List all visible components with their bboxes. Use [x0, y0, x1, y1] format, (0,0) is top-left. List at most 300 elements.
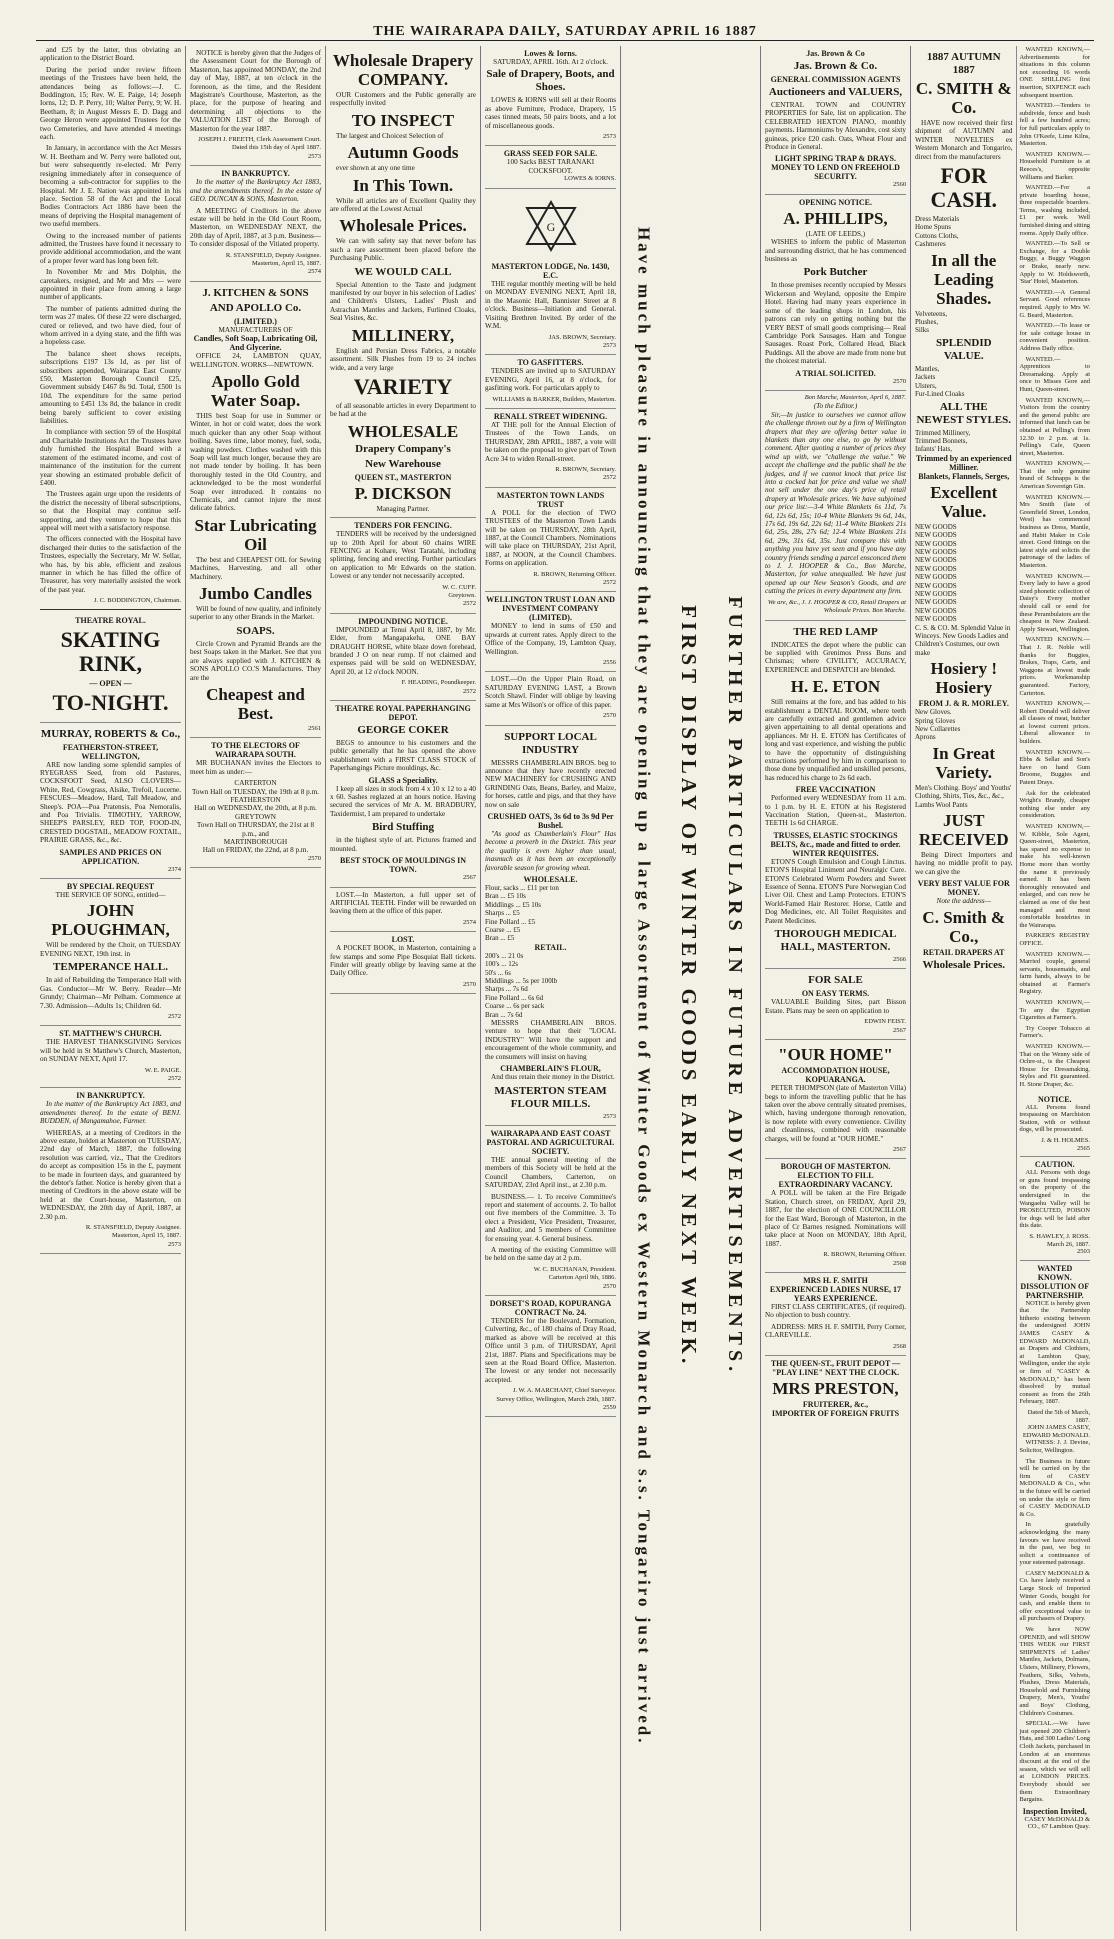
renall-num: 2572 — [603, 474, 616, 482]
phillips-head: OPENING NOTICE. — [799, 197, 872, 207]
autumn-list-item: Jackets — [915, 373, 936, 382]
coker-head: THEATRE ROYAL PAPERHANGING DEPOT. — [335, 704, 471, 723]
column-3 — [326, 46, 481, 1931]
drapery-goods: Autumn Goods — [347, 143, 459, 163]
wholesale-price-row: Sharps ... £5 — [485, 909, 520, 918]
autumn-list-item: Trimmed Bonnets, — [915, 436, 968, 445]
plough-place: TEMPERANCE HALL. — [53, 961, 168, 974]
tenders-head: TENDERS FOR FENCING. — [354, 521, 452, 531]
support-body2: MESSRS CHAMBERLAIN BROS. venture to hope that their "LOCAL INDUSTRY" Will have the support and encouragement of the whole community, and the consumers will insist on having — [485, 1019, 616, 1061]
wanted-item: WANTED KNOWN.—Married couple, general servants, housemaids, and farm hands, always to be obtained at Farmer's Registry. — [1019, 950, 1090, 996]
wanted-item: WANTED KNOWN,—To any the Egyptian Cigarettes at Farmer's. — [1019, 999, 1090, 1022]
column-1 — [36, 46, 186, 1931]
autumn-just: JUST RECEIVED — [918, 811, 1009, 850]
sale-sub: ON EASY TERMS. — [801, 989, 870, 999]
drapery-body2: The largest and Choicest Selection of — [336, 131, 444, 140]
assessment-notice — [190, 46, 321, 166]
new-goods-block — [915, 523, 1013, 624]
support-flour: CHAMBERLAIN'S FLOUR, — [500, 1064, 601, 1074]
townlands-num: 2572 — [603, 579, 616, 587]
boro-body: A POLL will be taken at the Fire Brigade Station, Church street, on FRIDAY, April 29, 1887, for the election of ONE COUNCILLOR for the East Ward, Borough of Masterton, in the place of Cr Barnes resigned. Nominations will take place at Noon on MONDAY, 18th April, 1887. — [765, 1189, 906, 1248]
drapery-partner: Managing Partner. — [376, 504, 430, 513]
sale-body: VALUABLE Building Sites, part Bisson Estate. Plans may be seen on application to — [765, 998, 906, 1015]
autumn-hosiery: Hosiery ! Hosiery — [930, 659, 998, 698]
lowes-date: SATURDAY, APRIL 16th. At 2 o'clock. — [493, 58, 608, 66]
skating-title: SKATING RINK, — [60, 626, 161, 676]
pastoral-date: Carterton April 9th, 1886. — [548, 1274, 616, 1282]
kitchen-title: J. KITCHEN & SONS — [202, 286, 309, 299]
kitchen-ltd: (LIMITED.) — [234, 316, 277, 326]
soaps-num: 2561 — [308, 724, 321, 732]
plough-num: 2572 — [168, 1012, 181, 1020]
holmes-sign: J. & H. HOLMES. — [1041, 1136, 1090, 1144]
autumn-list-item: Spring Gloves — [915, 716, 956, 725]
electors-town: GREYTOWN — [235, 812, 276, 821]
lodge-num: 2573 — [603, 341, 616, 349]
wholesale-price-row: Bran ... £5 10s — [485, 892, 526, 901]
new-goods-line: NEW GOODS — [915, 556, 957, 565]
wanted-item: WANTED.—For a private boarding house, three respectable boarders. Terms, washing included, £1 per week. Well furnished dining and sitting rooms. Apply Daily office. — [1019, 184, 1090, 237]
autumn-list-item: Aprons — [915, 733, 936, 742]
wanted-item: WANTED.—To Sell or Exchange, for a Double Buggy, a Buggy Waggon or Brake, nearly new. Apply to W. Holdsworth, 'Star' Hotel, Masterton. — [1019, 240, 1090, 286]
wanted-item: WANTED.—To lease or for sale cottage house in convenient position. Address Daily office. — [1019, 322, 1090, 352]
drapery-warehouse: New Warehouse — [365, 457, 441, 470]
vertical-line-b — [667, 46, 711, 1926]
jas-sub2: Auctioneers and VALUERS, — [768, 86, 903, 98]
ploughman-ad — [40, 879, 181, 1026]
phillips-body2: In those premises recently occupied by Messrs Wickerson and Weyland, opposite the Empire Hotel. Having had many years experience in some of the leading shops in London, his patrons can rely on getting nothing but the VERY BEST of small goods comprising— Real Cambridge Pork Sausages. Ham and Tongue Sausages. Roast Pork, Collared Head, Black Puddings. All the above are made from none but the choicest material. — [765, 281, 906, 366]
lamp-vacc: FREE VACCINATION — [795, 785, 876, 795]
lowes-title: Sale of Drapery, Boots, and Shoes. — [486, 68, 615, 94]
report-signature: J. C. BODDINGTON, Chairman. — [93, 597, 181, 605]
wanted-item: Try Cooper Tobacco at Farmer's. — [1019, 1024, 1090, 1040]
column-5-vertical-ad — [621, 46, 761, 1931]
skating-rink-ad — [40, 613, 181, 723]
pastoral-sign: W. C. BUCHANAN, President. — [533, 1265, 616, 1273]
wholesale-price-row: Fine Pollard ... £5 — [485, 917, 536, 926]
autumn-wp: Wholesale Prices. — [922, 958, 1005, 971]
autumn-note: Note the address— — [936, 897, 991, 906]
lodge-sign: JAS. BROWN, Secretary. — [548, 333, 616, 341]
bankrupt2-num: 2574 — [308, 268, 321, 276]
gasfit-sign: WILLIAMS & BARKER, Builders, Masterton. — [492, 395, 616, 403]
tonight-title: TO-NIGHT. — [52, 689, 169, 715]
diss-sign2: CASEY McDONALD & CO., 67 Lambton Quay. — [1024, 1815, 1090, 1831]
open-label: — OPEN — — [89, 678, 132, 688]
diss-body4: CASEY McDONALD & Co. have lately received a Large Stock of Imported Winter Goods, bought for cash, and enable them to offer exceptional value to all purchasers of Drapery. — [1019, 1569, 1090, 1623]
autumn-list-item: Infants' Hats, — [915, 445, 953, 454]
church-head: ST. MATTHEW'S CHURCH. — [59, 1029, 162, 1039]
phillips-ad — [765, 195, 906, 391]
autumn-list-item: New Gloves. — [915, 708, 952, 717]
diss-head: WANTED KNOWN. — [1037, 1263, 1073, 1282]
wanted-item: WANTED KNOWN,—That the only genuine brand of Schnapps is the American Sovereign Gin. — [1019, 460, 1090, 491]
gasfit-body: TENDERS are invited up to SATURDAY EVENING, April 16, at 8 o'clock, for gasfitting work. For particulars apply to — [485, 367, 616, 393]
autumn-list-item: Velveteens, — [915, 309, 948, 318]
church-ad — [40, 1026, 181, 1088]
preston-head: THE QUEEN-ST., FRUIT DEPOT — "PLAY LINE" NEXT THE CLOCK. — [770, 1359, 901, 1378]
trust-num: 2556 — [603, 659, 616, 667]
plough-body: Will be rendered by the Choir, on TUESDAY EVENING NEXT, 19th inst. in — [40, 941, 181, 958]
support-local-industry — [485, 726, 616, 1126]
autumn-retail: RETAIL DRAPERS AT — [923, 947, 1005, 957]
bankrupt2-sign: R. STANSFIELD, Deputy Assignee. — [225, 251, 321, 259]
new-goods-line: NEW GOODS — [915, 564, 957, 573]
renall-body: AT THE poll for the Annual Election of Trustees of the Town Lands, on THURSDAY, 28th APRIL, 1887, a vote will be taken on the proposal to give part of Town Acre 34 to widen Renall-street. — [485, 420, 616, 463]
pastoral-biz: BUSINESS.— 1. To receive Committee's report and statement of accounts. 2. To ballot out five members of the Committee. 3. To elect a President, Vice President, Treasurer, and Auditor, and 5 members of Committee for ensuing year. 4. General business. — [485, 1192, 616, 1243]
wanted-item: WANTED KNOWN.—Ebbs & Sellar and Son's have on hand Gum Broome, Buggies and Patent Drays. — [1019, 748, 1090, 787]
electors-town: Town Hall on THURSDAY, the 21st at 8 p.m., and — [196, 821, 315, 838]
wanted-item: WANTED KNOWN.—Every lady to have a good sized phonetic collection of Daisy's Every mother should call or send for these Perambulators are the cheapest in New Zealand. Apply Stewart, Wellington. — [1019, 572, 1090, 633]
new-goods-line: NEW GOODS — [915, 547, 957, 556]
retail-price-row: 50's ... 6s — [485, 968, 511, 977]
road-body: TENDERS for the Boulevard, Formation, Culverting, &c., of 180 chains of Dray Road, marked as above will be received at this Office until 3 p.m. of THURSDAY, April 21st, 1887. Plans and Specifications may be seen at the Road Board Office, Masterton. The lowest or any tender not necessarily accepted. — [485, 1317, 616, 1384]
diss-body3: In gratefully acknowledging the many favours we have received in the past, we beg to solicit a continuance of your esteemed patronage. — [1019, 1521, 1090, 1567]
autumn-title: 1887 AUTUMN 1887 — [926, 51, 1001, 76]
our-home-ad — [765, 1040, 906, 1159]
murray-num: 2374 — [168, 865, 181, 873]
drapery-company: Drapery Company's — [355, 442, 451, 455]
wholesale-prices — [485, 884, 616, 943]
town-lands-trust — [485, 488, 616, 593]
electors-head: TO THE ELECTORS OF WAIRARAPA SOUTH. — [211, 741, 300, 760]
grass-seed-ad — [485, 146, 616, 188]
bankrupt-num: 2573 — [168, 1240, 181, 1248]
electors-num: 2570 — [308, 854, 321, 862]
report-paragraph: Owing to the increased number of patients admitted, the Trustees have found it necessary to provide additional accommodation, and the want of a proper fever ward has long been felt. — [40, 231, 181, 265]
electors-town: Town Hall on TUESDAY, the 19th at 8 p.m. — [192, 787, 319, 796]
drapery-prices: Wholesale Prices. — [339, 216, 467, 236]
drapery-inspect: TO INSPECT — [351, 110, 455, 130]
column-4 — [481, 46, 621, 1931]
column-6 — [761, 46, 911, 1931]
autumn-excellent: Excellent Value. — [930, 482, 998, 521]
bankruptcy-duncan — [190, 166, 321, 281]
nurse-body: FIRST CLASS CERTIFICATES, (if required). No objection to bush country. — [765, 1303, 906, 1320]
lowes-num: 2573 — [603, 133, 616, 141]
new-goods-line: NEW GOODS — [915, 522, 957, 531]
autumn-list-item: Fur-Lined Cloaks — [915, 390, 965, 399]
townlands-head: MASTERTON TOWN LANDS TRUST — [496, 490, 605, 509]
pastoral-body2: A meeting of the existing Committee will be held on the same day at 2 p.m. — [485, 1245, 616, 1263]
soaps-title: SOAPS. — [236, 624, 275, 637]
column-7 — [911, 46, 1094, 1931]
holmes-head: NOTICE. — [1037, 1094, 1072, 1104]
bankrupt2-text: A MEETING of Creditors in the above estate will be held in the Old Court Room, Masterton, on WEDNESDAY NEXT, the 20th day of April, 1887, at 3 p.m. Business—To consider disposal of the Vitiated property. — [190, 206, 321, 249]
holmes-body: ALL Persons found trespassing on Marchiston Station, with or without dogs, will be prosecuted. — [1019, 1103, 1090, 1134]
autumn-list-item: New Collarettes — [915, 725, 961, 734]
caution-notice — [1020, 1157, 1091, 1261]
drapery-variety: VARIETY — [353, 373, 453, 399]
electors-town: CARTERTON — [234, 779, 277, 788]
autumn-list-item: Trimmed Millinery, — [915, 428, 971, 437]
wanted-item: WANTED KNOWN.—That on the Wenny side of Ochre-st., is the Cheapest House for Dressmaking. Styles and Fit guaranteed. H. Stone Draper, &c. — [1019, 1043, 1090, 1088]
drapery-town: In This Town. — [352, 175, 454, 195]
vertical-text-c: FURTHER PARTICULARS IN FUTURE ADVERTISEMENTS. — [724, 596, 747, 1376]
gasfitters-ad — [485, 355, 616, 409]
c-smith-ad — [915, 46, 1017, 1931]
autumn-very: VERY BEST VALUE FOR MONEY. — [917, 879, 1010, 898]
autumn-shades: In all the Leading Shades. — [931, 250, 997, 308]
sale-sign: EDWIN FEIST. — [864, 1018, 906, 1026]
autumn-list-4 — [915, 429, 1013, 454]
drapery-body7: English and Persian Dress Fabrics, a notable assortment. Silk Plushes from 19 to 24 inches wide, and a very large — [330, 346, 476, 372]
dissolution-notice — [1020, 1261, 1091, 1835]
support-quote: "As good as Chamberlain's Flour" Has become a proverb in the District. This year the quality is even higher than usual, inasmuch as it has been an exceptionally favorable season for growing wheat. — [485, 829, 616, 872]
bankrupt-body: In the matter of the Bankruptcy Act 1883, and amendments thereof. In the estate of BENJ. BUDDEN, of Mangamahoe, Farmer. — [40, 1100, 181, 1126]
caution-sign: S. HAWLEY, J. ROSS. — [1029, 1232, 1090, 1240]
masonic-emblem-icon — [521, 196, 581, 256]
jas-brown-ad — [765, 46, 906, 195]
bankrupt2-head: IN BANKRUPTCY. — [221, 169, 290, 179]
wholesale-price-row: Flour, sacks ... £11 per ton — [485, 883, 559, 892]
trust-body: MONEY to lend in sums of £50 and upwards at current rates. Apply direct to the Office of the Company, 19, Lambton Quay, Wellington. — [485, 622, 616, 656]
support-num: 2573 — [603, 1112, 616, 1120]
theatre-head: THEATRE ROYAL. — [75, 615, 146, 625]
holmes-num: 2565 — [1077, 1144, 1090, 1152]
wanted-item: WANTED KNOWN.—That J. R. Noble will thanks for Buggies, Brakes, Traps, Carts, and Waggons at lowest trade prices. Workmanship guaranteed. Factory, Carterton. — [1019, 636, 1090, 697]
report-paragraph: In November Mr and Mrs Dolphin, the caretakers, resigned, and Mr and Mrs — were appointed in their place from among a large number of applicants. — [40, 268, 181, 302]
new-goods-line: NEW GOODS — [915, 539, 957, 548]
plough-foot: In aid of Rebuilding the Temperance Hall with Gas. Conductor—Mr W. Berry. Reader—Mr Grundy; Chairman—Mr Pelham. Commence at 7.30. Admission—Adults 1s; Children 6d. — [40, 976, 181, 1010]
kitchen-apollo-ad — [190, 282, 321, 739]
retail-prices — [485, 952, 616, 1019]
jas-sub: GENERAL COMMISSION AGENTS — [770, 75, 901, 84]
autumn-list-5: Blankets, Flannels, Serges, — [918, 471, 1010, 481]
report-paragraph: In January, in accordance with the Act Messrs W. H. Beetham and W. Perry were balloted out, but were subsequently re-elected. Mr Perry resigning immediately after in consequence of becoming a sub-contractor for supplies to the Hospital. Mr J. E. Nation was appointed in his place. Section 58 of the Act and the Local Bodies Contractors Act 1886 have been the means of depriving the Hospital management of two useful members. — [40, 144, 181, 229]
coker-glass: GLASS a Speciality. — [368, 775, 438, 785]
road-date: Survey Office, Wellington, March 29th, 1887. — [496, 1395, 616, 1403]
plough-head: BY SPECIAL REQUEST — [66, 882, 155, 892]
autumn-cash: FOR CASH. — [930, 163, 998, 213]
autumn-list-item: Silks — [915, 326, 930, 335]
wanted-item: WANTED.—A General Servant. Good references required. Apply to Mrs W. G. Beard, Masterton. — [1019, 288, 1090, 319]
report-paragraph: The officers connected with the Hospital have discharged their duties to the satisfaction of the Trustees, especially the Secretary, Mr W. Sellar, who has, by his able, efficient and zealous manner in which he has filled the office of Treasurer, has very materially assisted the work of the past year. — [40, 535, 181, 594]
drapery-title: Wholesale Drapery COMPANY. — [332, 51, 474, 89]
tenders-num: 2572 — [463, 600, 476, 608]
diss-body2: The Business in future will be carried on by the firm of CASEY McDONALD & Co., who in the future will be carried on under the style or firm of CASEY McDONALD & Co. — [1019, 1457, 1090, 1518]
report-paragraph: and £25 by the latter, thus obviating an application to the District Board. — [40, 46, 181, 63]
soaps-body: Circle Crown and Pyramid Brands are the best Soaps taken in the Market. See that you are always supplied with J. KITCHEN & SONS APOLLO CO.'S Manufactures. They are the — [190, 639, 321, 682]
electors-town: Hall on WEDNESDAY, the 20th, at 8 p.m. — [194, 804, 317, 813]
jas-head: Jas. Brown & Co — [806, 49, 865, 58]
coker-foot: BEST STOCK OF MOULDINGS IN TOWN. — [339, 856, 467, 875]
wanted-item: WANTED KNOWN,—W. Kibble, Sole Agent, Queen-street, Masterton, has spared no expense to make his well-known Home more than worthy the name it previously earned. It has been thoroughly renovated and enlarged, and can now be claimed as one of the best managed and most comfortable hostelries in the Wairarapa. — [1019, 823, 1090, 929]
support-mills: MASTERTON STEAM FLOUR MILLS. — [494, 1084, 607, 1110]
report-paragraph: During the period under review fifteen meetings of the Trustees have been held, the attendances being as follows:—J. C. Boddington, 15; Rev. W. E. Paige, 14; Joseph Iorns, 12; D. P. Perry, 10; Walter Perry, 9; W. H. Beetham, 8; in August Messrs E. D. Dagg and George Heron were appointed Trustees for the two Cemeteries, and have attended 4 meetings each. — [40, 65, 181, 142]
autumn-value: SPLENDID VALUE. — [935, 336, 992, 362]
drapery-body3: ever shown at any one time — [336, 164, 415, 173]
pound-num: 2572 — [463, 687, 476, 695]
svg-text:G: G — [546, 219, 555, 234]
church-num: 2572 — [168, 1074, 181, 1082]
home-title: "OUR HOME" — [778, 1045, 893, 1065]
townlands-sign: R. BROWN, Returning Officer. — [533, 570, 616, 578]
notice-num: 2573 — [308, 152, 321, 160]
boro-sign: R. BROWN, Returning Officer. — [823, 1251, 906, 1259]
preston-foot: IMPORTER OF FOREIGN FRUITS — [771, 1409, 900, 1419]
townlands-body: A POLL for the election of TWO TRUSTEES of the Masterton Town Lands will be taken on THURSDAY, 28th April, 1887, at the Council Chambers. Nominations will take place on THURSDAY, 21st April, 1887, at NOON, at the Council Chambers. Forms on application. — [485, 508, 616, 568]
plough-sub: THE SERVICE OF SONG, entitled— — [55, 891, 166, 900]
pastoral-society — [485, 1126, 616, 1296]
new-goods-line: NEW GOODS — [915, 581, 957, 590]
support-body: MESSRS CHAMBERLAIN BROS. beg to announce that they have recently erected NEW MACHINERY for CRUSHING AND GRINDING Oats, Beans, Barley, and Maize, for horses, cattle and pigs, and that they have now on sale — [485, 758, 616, 809]
autumn-list-item: Mantles, — [915, 364, 940, 373]
wholesale-price-row: Middlings ... £5 10s — [485, 900, 542, 909]
pastoral-num: 2570 — [603, 1282, 616, 1290]
bankrupt-head: IN BANKRUPTCY. — [76, 1091, 145, 1101]
lamp-head: THE RED LAMP — [793, 625, 878, 638]
diss-witness: WITNESS: J. J. Devine, Solicitor, Wellington. — [1019, 1439, 1090, 1454]
kitchen-sub: AND APOLLO Co. — [209, 301, 302, 314]
drapery-body: OUR Customers and the Public generally are respectfully invited — [330, 91, 476, 108]
nurse-smith-ad — [765, 1273, 906, 1356]
autumn-trim: Trimmed by an experienced Milliner. — [915, 453, 1012, 472]
letter-sign: We are, &c., J. J. HOOPER & CO, Retail Drapers at Wholesale Prices. Bon Marche. — [767, 598, 906, 615]
kitchen-mfr: MANUFACTURERS OF — [218, 325, 293, 334]
murray-title: MURRAY, ROBERTS & Co., — [40, 727, 181, 740]
caution-body: ALL Persons with dogs or guns found trespassing on the property of the undersigned in the Wangaehu Valley will be PROSECUTED, POISON for dogs will be laid after this date. — [1019, 1169, 1090, 1230]
autumn-list-2 — [915, 310, 1013, 335]
lost-shawl-num: 2570 — [603, 712, 616, 720]
wanted-item: WANTED.—Apprentices to Dressmaking. Apply at once to Misses Gore and Hunt, Queen-street. — [1019, 355, 1090, 393]
boro-sub: ELECTION TO FILL EXTRAORDINARY VACANCY. — [778, 1171, 893, 1190]
lost1-num: 2574 — [463, 918, 476, 926]
lost-pocketbook — [330, 932, 476, 994]
autumn-list-item: Home Spuns — [915, 223, 951, 232]
drapery-body5: We can with safety say that never before has such a rare assortment been placed before the Purchasing Public. — [330, 237, 476, 263]
renall-street — [485, 409, 616, 488]
coker-bird: Bird Stuffing — [371, 821, 435, 834]
report-paragraph: The Trustees again urge upon the residents of the district the necessity of liberal subscriptions, so that the Hospital may continue self-supporting, and they venture to hope that this appeal will meet with a satisfactory response. — [40, 490, 181, 532]
phillips-foot: A TRIAL SOLICITED. — [795, 368, 876, 378]
autumn-styles: ALL THE NEWEST STYLES. — [916, 400, 1012, 426]
apollo-body: THIS best Soap for use in Summer or Winter, in hot or cold water, does the work much quicker than any other Soap without boiling. Saves time, labor money, fuel, soda, washing powders. Clothes washed with this Soap will last much longer, because they are not made tender by boiling. It has been thoroughly tested in the Old Country, and acknowledged to be the most wonderful Soap ever introduced. It contains no Chemicals, and cannot injure the most delicate fabrics. — [190, 411, 321, 513]
retail-price-row: Bran ... 7s 6d — [485, 1010, 523, 1019]
road-contract — [485, 1296, 616, 1417]
lost-teeth — [330, 888, 476, 933]
coker-body3: in the highest style of art. Pictures framed and mounted. — [330, 836, 476, 853]
retail-price-row: Fine Pollard ... 6s 6d — [485, 993, 544, 1002]
autumn-list-item: Ulsters, — [915, 381, 937, 390]
electors-body: MR BUCHANAN invites the Electors to meet him as under:— — [190, 759, 321, 776]
church-body: THE HARVEST THANKSGIVING Services will be held in St Matthew's Church, Masterton, on SUNDAY NEXT, April 17. — [40, 1038, 181, 1064]
electors-towns — [190, 779, 321, 855]
drapery-body6: Special Attention to the Taste and judgment manifested by our buyer in his selection of Ladies' and Children's Ulsters, Ladies' Plush and Astrachan Mantles and Jackets, Furlined Cloaks, Seal Visites, &c. — [330, 280, 476, 323]
letter-body: Sir,—In justice to ourselves we cannot allow the challenge thrown out by a firm of Wellington drapers that they are offering better value in blankets than any one else, to go by without comment. After quoting a number of prices they wind up with, we "challenge the value." We accept the challenge and the public shall be the judges, and if we cannot knock that price list into a cocked hat for price and value we shall not sell under the one day's price of retail drapery at Wholesale prices. We have subjoined our price list:—3-4 White Blankets 6s 11d, 7s 6d, 12s 6d, 15s; 10-4 White Blankets 9s 6d, 14s, 17s 6d, 19s 6d, 22s 6d; 11-4 White Blankets 21s 6d, 25s, 28s, 27s 6d; 12-4 White Blankets 21s 6d, 29s, 31s 6d, 35s. Just compare this with anything you have yet seen and if you have any country friends sending a parcel ensconced them to J. J. HOOPER & Co., Bon Marche, Masterton, for value unequalled. We have just opened up our New Season's Goods, and are cutting the prices in every department any firm. — [765, 410, 906, 596]
renall-sign: R. BROWN, Secretary. — [555, 465, 616, 473]
report-paragraph: The number of patients admitted during the term was 27 males. Of these 22 were discharged, cured or relieved, and two have died, four of whom arrived in a dying state, and the fifth was a hopeless case. — [40, 304, 181, 347]
diss-sub: DISSOLUTION OF PARTNERSHIP. — [1020, 1281, 1090, 1300]
coker-num: 2567 — [463, 874, 476, 882]
autumn-firm2: C. Smith & Co., — [922, 907, 1006, 946]
drapery-dickson: P. DICKSON — [354, 483, 452, 503]
lost1-body: LOST.—In Masterton, a full upper set of ARTIFICIAL TEETH. Finder will be rewarded on leaving them at the office of this paper. — [330, 890, 476, 916]
tenders-sign: W. C. CUFF. — [442, 583, 476, 591]
coker-body: BEGS to announce to his customers and the public generally that he has opened the above establishment with a FIRST CLASS STOCK of Paperhangings Picture mouldings, &c. — [330, 739, 476, 773]
boro-num: 2568 — [893, 1259, 906, 1267]
vertical-line-a — [623, 46, 663, 1926]
jas-money: MONEY TO LEND ON FREEHOLD SECURITY. — [771, 163, 900, 182]
wholesale-price-row: Coarse ... £5 — [485, 926, 521, 934]
star-body: The best and CHEAPEST OIL for Sewing Machines, Harvesting, and all other Machinery. — [190, 555, 321, 581]
jas-body: CENTRAL TOWN and COUNTRY PROPERTIES for Sale, list on application. The CELEBRATED HEXTON PIANO, monthly payments. Harmoniums by Alexandre, cost sixty guineas, price £20 cash. Oats, Wheat Flour and Produce in General. — [765, 101, 906, 152]
star-title: Star Lubricating Oil — [194, 515, 317, 554]
wanted-column — [1017, 46, 1091, 1931]
wanted-item: WANTED KNOWN.—Mrs Smith (late of Greenfield Street, London, West) has commenced business as Dress, Mantle, and Habit Maker in Cole street. Good fittings on the latest style and solicits the patronage of the ladies of Masterton. — [1019, 493, 1090, 569]
coker-body2: I keep all sizes in stock from 4 x 10 x 12 to a 40 x 60. Sashes reglazed at an hours notice. Having secured the services of Mr A. M. BRADBURY, Taxidermist, I am prepared to undertake — [330, 784, 476, 818]
pastoral-head: WAIRARAPA AND EAST COAST PASTORAL AND AGRICULTURAL SOCIETY. — [486, 1128, 615, 1156]
church-sign: W. E. PAIGE. — [144, 1066, 181, 1074]
pastoral-body: THE annual general meeting of the members of this Society will be held at the Council Chambers, Carterton, on SATURDAY, 23rd April inst., at 2.30 p.m. — [485, 1155, 616, 1190]
autumn-list-item: Cashmeres — [915, 240, 946, 249]
bankruptcy-budden — [40, 1088, 181, 1254]
pound-sign: F. HEADING, Poundkeeper. — [401, 679, 476, 687]
lamp-body: INDICATES the depot where the public can be supplied with Grenimos Press Buns and Chrismas; where CIVILITY, ACCURACY, EXPERIENCE and DESPATCH are blended. — [765, 640, 906, 674]
kitchen-office: OFFICE 24, LAMBTON QUAY, WELLINGTON. WORKS—NEWTOWN. — [190, 352, 321, 369]
lamp-num: 2566 — [893, 956, 906, 964]
sale-head: FOR SALE — [808, 974, 863, 987]
new-goods-line: NEW GOODS — [915, 573, 957, 582]
bankrupt2-date: Masterton, April 15, 1887. — [252, 259, 321, 267]
autumn-body: HAVE now received their first shipment of AUTUMN and WINTER NOVELTIES ex Western Monarch and Tongariro, direct from the manufacturers — [915, 119, 1013, 161]
masthead — [36, 22, 1094, 41]
jas-trap: LIGHT SPRING TRAP & DRAYS. — [775, 154, 896, 164]
murray-roberts-ad — [40, 723, 181, 879]
pound-body: IMPOUNDED at Tenui April 8, 1887, by Mr. Elder, from Mangapakeha, ONE BAY DRAUGHT HORSE, white blaze down forehead, branded J O on near rump. If not claimed and expenses paid will be sold on WEDNESDAY, April 20, at 12 o'clock NOON. — [330, 625, 476, 676]
diss-insp: Inspection Invited, — [1022, 1806, 1087, 1816]
drapery-call: WE WOULD CALL — [354, 265, 452, 278]
diss-body6: SPECIAL.—We have just opened 200 Children's Hats, and 300 Ladies' Long Cloth Jackets, purchased in London at an enormous discount at the end of the season, which we will sell at LONDON PRICES. Everybody should see them Extraordinary Bargains. — [1019, 1720, 1090, 1804]
wanted-item: Ask for the celebrated Wright's Brandy, cheaper nothing else under any consideration. — [1019, 789, 1090, 820]
lamp-trusses: TRUSSES, ELASTIC STOCKINGS BELTS, &c., made and fitted to order. — [770, 830, 901, 849]
lamp-winter: WINTER REQUISITES. — [792, 848, 879, 858]
retail-price-row: 100's ... 12s — [485, 960, 518, 969]
lowes-head: Lowes & Iorns. — [524, 49, 577, 58]
renall-head: RENALL STREET WIDENING. — [493, 411, 608, 421]
wanted-item: PARKER'S REGISTRY OFFICE. — [1019, 932, 1090, 947]
borough-election — [765, 1159, 906, 1273]
phillips-pork: Pork Butcher — [803, 266, 868, 279]
support-wholesale: WHOLESALE. — [523, 874, 578, 884]
murray-address: FEATHERSTON-STREET, WELLINGTON, — [62, 742, 159, 761]
electors-town: FEATHERSTON — [230, 795, 281, 804]
autumn-list-3 — [915, 365, 1013, 399]
bon-marche-letter — [765, 391, 906, 621]
bankrupt-date: Masterton, April 15, 1887. — [112, 1232, 181, 1240]
letter-place: Bon Marche, Masterton, April 6, 1887. — [804, 393, 906, 401]
support-body3: And thus retain their money in the District. — [491, 1073, 615, 1082]
new-goods-line: NEW GOODS — [915, 531, 957, 540]
road-sign: J. W. A. MARCHANT, Chief Surveyor. — [512, 1387, 616, 1395]
diss-date: Dated the 5th of March, 1887. — [1027, 1409, 1090, 1424]
preston-title: MRS PRESTON, — [772, 1379, 899, 1399]
drapery-body4: While all articles are of Excellent Quality they are offered at the Lowest Actual — [330, 196, 476, 214]
lamp-hall: THOROUGH MEDICAL HALL, MASTERTON. — [774, 928, 897, 954]
grass-sign: LOWES & IORNS. — [564, 175, 616, 183]
kitchen-items: Candles, Soft Soap, Lubricating Oil, And Glycerine. — [193, 334, 318, 353]
wanted-item: WANTED KNOWN,—Robert Donald will deliver all classes of meat, butcher at lowest current prices. Liberal allowance to builders. — [1019, 700, 1090, 746]
retail-price-row: Sharps ... 7s 6d — [485, 985, 528, 994]
phillips-sub: (LATE OF LEEDS,) — [805, 229, 866, 238]
drapery-street: QUEEN ST., MASTERTON — [354, 472, 452, 482]
wanted-item: WANTED.—Tenders to subdivide, fence and bush fell a few hundred acres; for full particulars apply to John O'Keefe, Lime Kilns, Masterton. — [1019, 102, 1090, 148]
electors-ad — [190, 738, 321, 868]
notice-sign: JOSEPH J. FREETH, Clerk Assessment Court. — [198, 136, 321, 144]
nurse-addr: ADDRESS: MRS H. F. SMITH, Perry Corner, CLAREVILLE. — [765, 1322, 906, 1340]
jas-title: Jas. Brown & Co. — [793, 60, 878, 72]
bankrupt-text: WHEREAS, at a meeting of Creditors in the above estate, holden at Masterton on TUESDAY, 22nd day of March, 1887, the following resolution was carried, viz., That the Creditors do accept as composition 15s in the £, payment to be made in fourteen days, and guaranteed by the debtor's father. Notice is hereby given that a meeting of Creditors in the above estate will be held at the Court-house, Masterton, on WEDNESDAY, the 20th day of April, 1887, at 2.30 p.m. — [40, 1128, 181, 1221]
